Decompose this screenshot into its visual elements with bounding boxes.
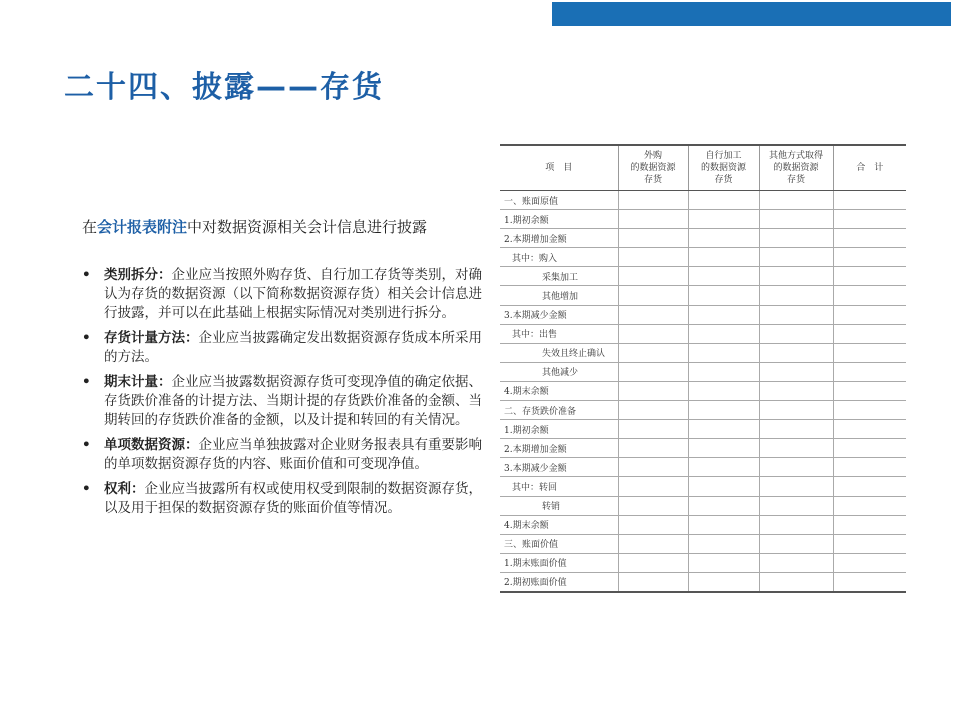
table-row	[500, 305, 906, 324]
value-cell	[759, 420, 833, 439]
row-label: 失效且终止确认	[542, 349, 606, 360]
value-cell	[833, 248, 906, 267]
header-total	[833, 145, 906, 191]
value-cell	[833, 229, 906, 248]
table-row	[500, 362, 906, 381]
row-label: 1.期初余额	[504, 425, 549, 436]
bullet-item	[82, 329, 482, 367]
header-other-acquired-label: 其他方式取得 的数据资源 存货	[768, 151, 823, 185]
table-row	[500, 248, 906, 267]
row-label: 转销	[542, 502, 561, 513]
value-cell	[833, 496, 906, 515]
row-label-cell	[500, 458, 618, 477]
bullet-text: 企业应当按照外购存货、自行加工存货等类别，对确认为存货的数据资源（以下简称数据资源存货）相关会计信息进行披露，并可以在此基础上根据实际情况对类别进行拆分。	[104, 267, 482, 321]
value-cell	[618, 496, 688, 515]
row-label-cell	[500, 362, 618, 381]
value-cell	[833, 343, 906, 362]
row-label-cell	[500, 534, 618, 553]
table-row	[500, 324, 906, 343]
value-cell	[759, 572, 833, 592]
value-cell	[759, 515, 833, 534]
value-cell	[833, 267, 906, 286]
value-cell	[688, 515, 759, 534]
value-cell	[759, 191, 833, 210]
value-cell	[833, 477, 906, 496]
value-cell	[618, 210, 688, 229]
value-cell	[688, 381, 759, 400]
row-label: 1.期初余额	[504, 215, 549, 226]
bullet-text: 企业应当披露确定发出数据资源存货成本所采用的方法。	[104, 330, 482, 365]
intro-text	[82, 212, 482, 242]
value-cell	[688, 362, 759, 381]
row-label-cell	[500, 401, 618, 420]
row-label: 其中：出售	[512, 330, 558, 341]
row-label: 2.期初账面价值	[504, 578, 567, 589]
bullet-dot-icon: •	[82, 481, 91, 497]
top-accent-bar	[552, 2, 951, 26]
bullet-term: 期末计量：	[104, 374, 172, 390]
bullet-item	[82, 436, 482, 474]
value-cell	[618, 458, 688, 477]
value-cell	[688, 477, 759, 496]
intro-highlight: 会计报表附注	[97, 218, 188, 236]
value-cell	[833, 458, 906, 477]
value-cell	[618, 477, 688, 496]
row-label: 二、存货跌价准备	[504, 406, 577, 417]
intro-suffix: 中对数据资源相关会计信息进行披露	[187, 218, 428, 236]
value-cell	[618, 534, 688, 553]
value-cell	[759, 343, 833, 362]
bullet-list	[82, 266, 482, 524]
value-cell	[688, 210, 759, 229]
row-label-cell	[500, 420, 618, 439]
value-cell	[688, 248, 759, 267]
bullet-text: 企业应当单独披露对企业财务报表具有重要影响的单项数据资源存货的内容、账面价值和可变现净值。	[104, 437, 482, 472]
value-cell	[833, 305, 906, 324]
value-cell	[688, 439, 759, 458]
table-row	[500, 343, 906, 362]
value-cell	[618, 439, 688, 458]
value-cell	[759, 305, 833, 324]
bullet-item	[82, 266, 482, 323]
value-cell	[759, 458, 833, 477]
row-label: 2.本期增加金额	[504, 444, 567, 455]
value-cell	[618, 553, 688, 572]
bullet-term: 存货计量方法：	[104, 330, 199, 346]
disclosure-table-image	[500, 144, 906, 601]
value-cell	[833, 286, 906, 305]
header-item-label: 项 目	[545, 163, 573, 173]
table-row	[500, 210, 906, 229]
table-row	[500, 477, 906, 496]
header-purchased	[618, 145, 688, 191]
bullet-dot-icon: •	[82, 267, 91, 283]
bullet-dot-icon: •	[82, 330, 91, 346]
table-row	[500, 553, 906, 572]
row-label: 采集加工	[542, 272, 579, 283]
value-cell	[618, 343, 688, 362]
header-self-processed	[688, 145, 759, 191]
bullet-term: 单项数据资源：	[104, 437, 199, 453]
table-row	[500, 420, 906, 439]
row-label: 4.期末余额	[504, 521, 549, 532]
row-label-cell	[500, 210, 618, 229]
value-cell	[759, 381, 833, 400]
value-cell	[688, 496, 759, 515]
value-cell	[618, 191, 688, 210]
value-cell	[759, 496, 833, 515]
table-body	[500, 191, 906, 592]
row-label-cell	[500, 515, 618, 534]
value-cell	[759, 229, 833, 248]
table-row	[500, 191, 906, 210]
bullet-text: 企业应当披露所有权或使用权受到限制的数据资源存货，以及用于担保的数据资源存货的账面价值等情况。	[104, 481, 482, 516]
value-cell	[618, 229, 688, 248]
table-row	[500, 534, 906, 553]
row-label: 其他减少	[542, 368, 579, 379]
value-cell	[759, 324, 833, 343]
value-cell	[759, 553, 833, 572]
value-cell	[618, 305, 688, 324]
value-cell	[759, 267, 833, 286]
row-label-cell	[500, 229, 618, 248]
row-label-cell	[500, 439, 618, 458]
row-label: 其中：转回	[512, 482, 558, 493]
row-label: 3.本期减少金额	[504, 311, 567, 322]
value-cell	[759, 534, 833, 553]
bullet-term: 类别拆分：	[104, 267, 172, 283]
table-row	[500, 496, 906, 515]
value-cell	[833, 515, 906, 534]
value-cell	[833, 534, 906, 553]
row-label: 其他增加	[542, 292, 579, 303]
header-purchased-label: 外购 的数据资源 存货	[630, 151, 676, 185]
table-row	[500, 229, 906, 248]
value-cell	[833, 324, 906, 343]
value-cell	[618, 420, 688, 439]
bullet-dot-icon: •	[82, 437, 91, 453]
row-label: 其中：购入	[512, 253, 558, 264]
row-label-cell	[500, 477, 618, 496]
value-cell	[618, 248, 688, 267]
row-label-cell	[500, 553, 618, 572]
slide-title: 二十四、披露——存货	[64, 70, 384, 105]
bullet-dot-icon: •	[82, 374, 91, 390]
disclosure-table	[500, 144, 906, 593]
value-cell	[688, 286, 759, 305]
value-cell	[688, 458, 759, 477]
value-cell	[688, 343, 759, 362]
bullet-item	[82, 480, 482, 518]
value-cell	[688, 420, 759, 439]
row-label-cell	[500, 496, 618, 515]
value-cell	[759, 362, 833, 381]
row-label-cell	[500, 381, 618, 400]
table-row	[500, 267, 906, 286]
value-cell	[688, 534, 759, 553]
row-label-cell	[500, 286, 618, 305]
value-cell	[759, 210, 833, 229]
intro-prefix: 在	[82, 218, 98, 236]
table-row	[500, 401, 906, 420]
value-cell	[833, 381, 906, 400]
table-row	[500, 286, 906, 305]
row-label: 3.本期减少金额	[504, 463, 567, 474]
value-cell	[833, 572, 906, 592]
row-label-cell	[500, 343, 618, 362]
value-cell	[833, 362, 906, 381]
header-self-processed-label: 自行加工 的数据资源 存货	[700, 151, 746, 185]
value-cell	[618, 362, 688, 381]
bullet-item	[82, 373, 482, 430]
value-cell	[759, 477, 833, 496]
row-label-cell	[500, 572, 618, 592]
value-cell	[759, 286, 833, 305]
row-label: 一、账面原值	[504, 196, 559, 207]
value-cell	[759, 439, 833, 458]
value-cell	[833, 553, 906, 572]
value-cell	[688, 305, 759, 324]
value-cell	[833, 191, 906, 210]
value-cell	[618, 324, 688, 343]
value-cell	[688, 553, 759, 572]
row-label-cell	[500, 267, 618, 286]
bullet-text: 企业应当披露数据资源存货可变现净值的确定依据、存货跌价准备的计提方法、当期计提的存货跌价准备的金额、当期转回的存货跌价准备的金额，以及计提和转回的有关情况。	[104, 374, 482, 428]
value-cell	[618, 286, 688, 305]
value-cell	[618, 572, 688, 592]
table-row	[500, 381, 906, 400]
row-label: 4.期末余额	[504, 387, 549, 398]
value-cell	[688, 324, 759, 343]
value-cell	[688, 229, 759, 248]
table-header-row	[500, 145, 906, 191]
row-label-cell	[500, 324, 618, 343]
table-row	[500, 572, 906, 592]
row-label: 1.期末账面价值	[504, 559, 567, 570]
row-label: 三、账面价值	[504, 540, 559, 551]
value-cell	[759, 248, 833, 267]
header-total-label: 合 计	[856, 163, 884, 173]
value-cell	[618, 267, 688, 286]
table-row	[500, 458, 906, 477]
value-cell	[833, 439, 906, 458]
value-cell	[688, 572, 759, 592]
header-other-acquired	[759, 145, 833, 191]
header-item	[500, 145, 618, 191]
value-cell	[759, 401, 833, 420]
value-cell	[618, 381, 688, 400]
row-label-cell	[500, 248, 618, 267]
table-row	[500, 515, 906, 534]
value-cell	[833, 420, 906, 439]
bullet-term: 权利：	[104, 481, 145, 497]
row-label-cell	[500, 191, 618, 210]
value-cell	[833, 210, 906, 229]
value-cell	[688, 401, 759, 420]
row-label-cell	[500, 305, 618, 324]
value-cell	[618, 401, 688, 420]
value-cell	[688, 267, 759, 286]
value-cell	[833, 401, 906, 420]
table-row	[500, 439, 906, 458]
value-cell	[688, 191, 759, 210]
value-cell	[618, 515, 688, 534]
row-label: 2.本期增加金额	[504, 234, 567, 245]
